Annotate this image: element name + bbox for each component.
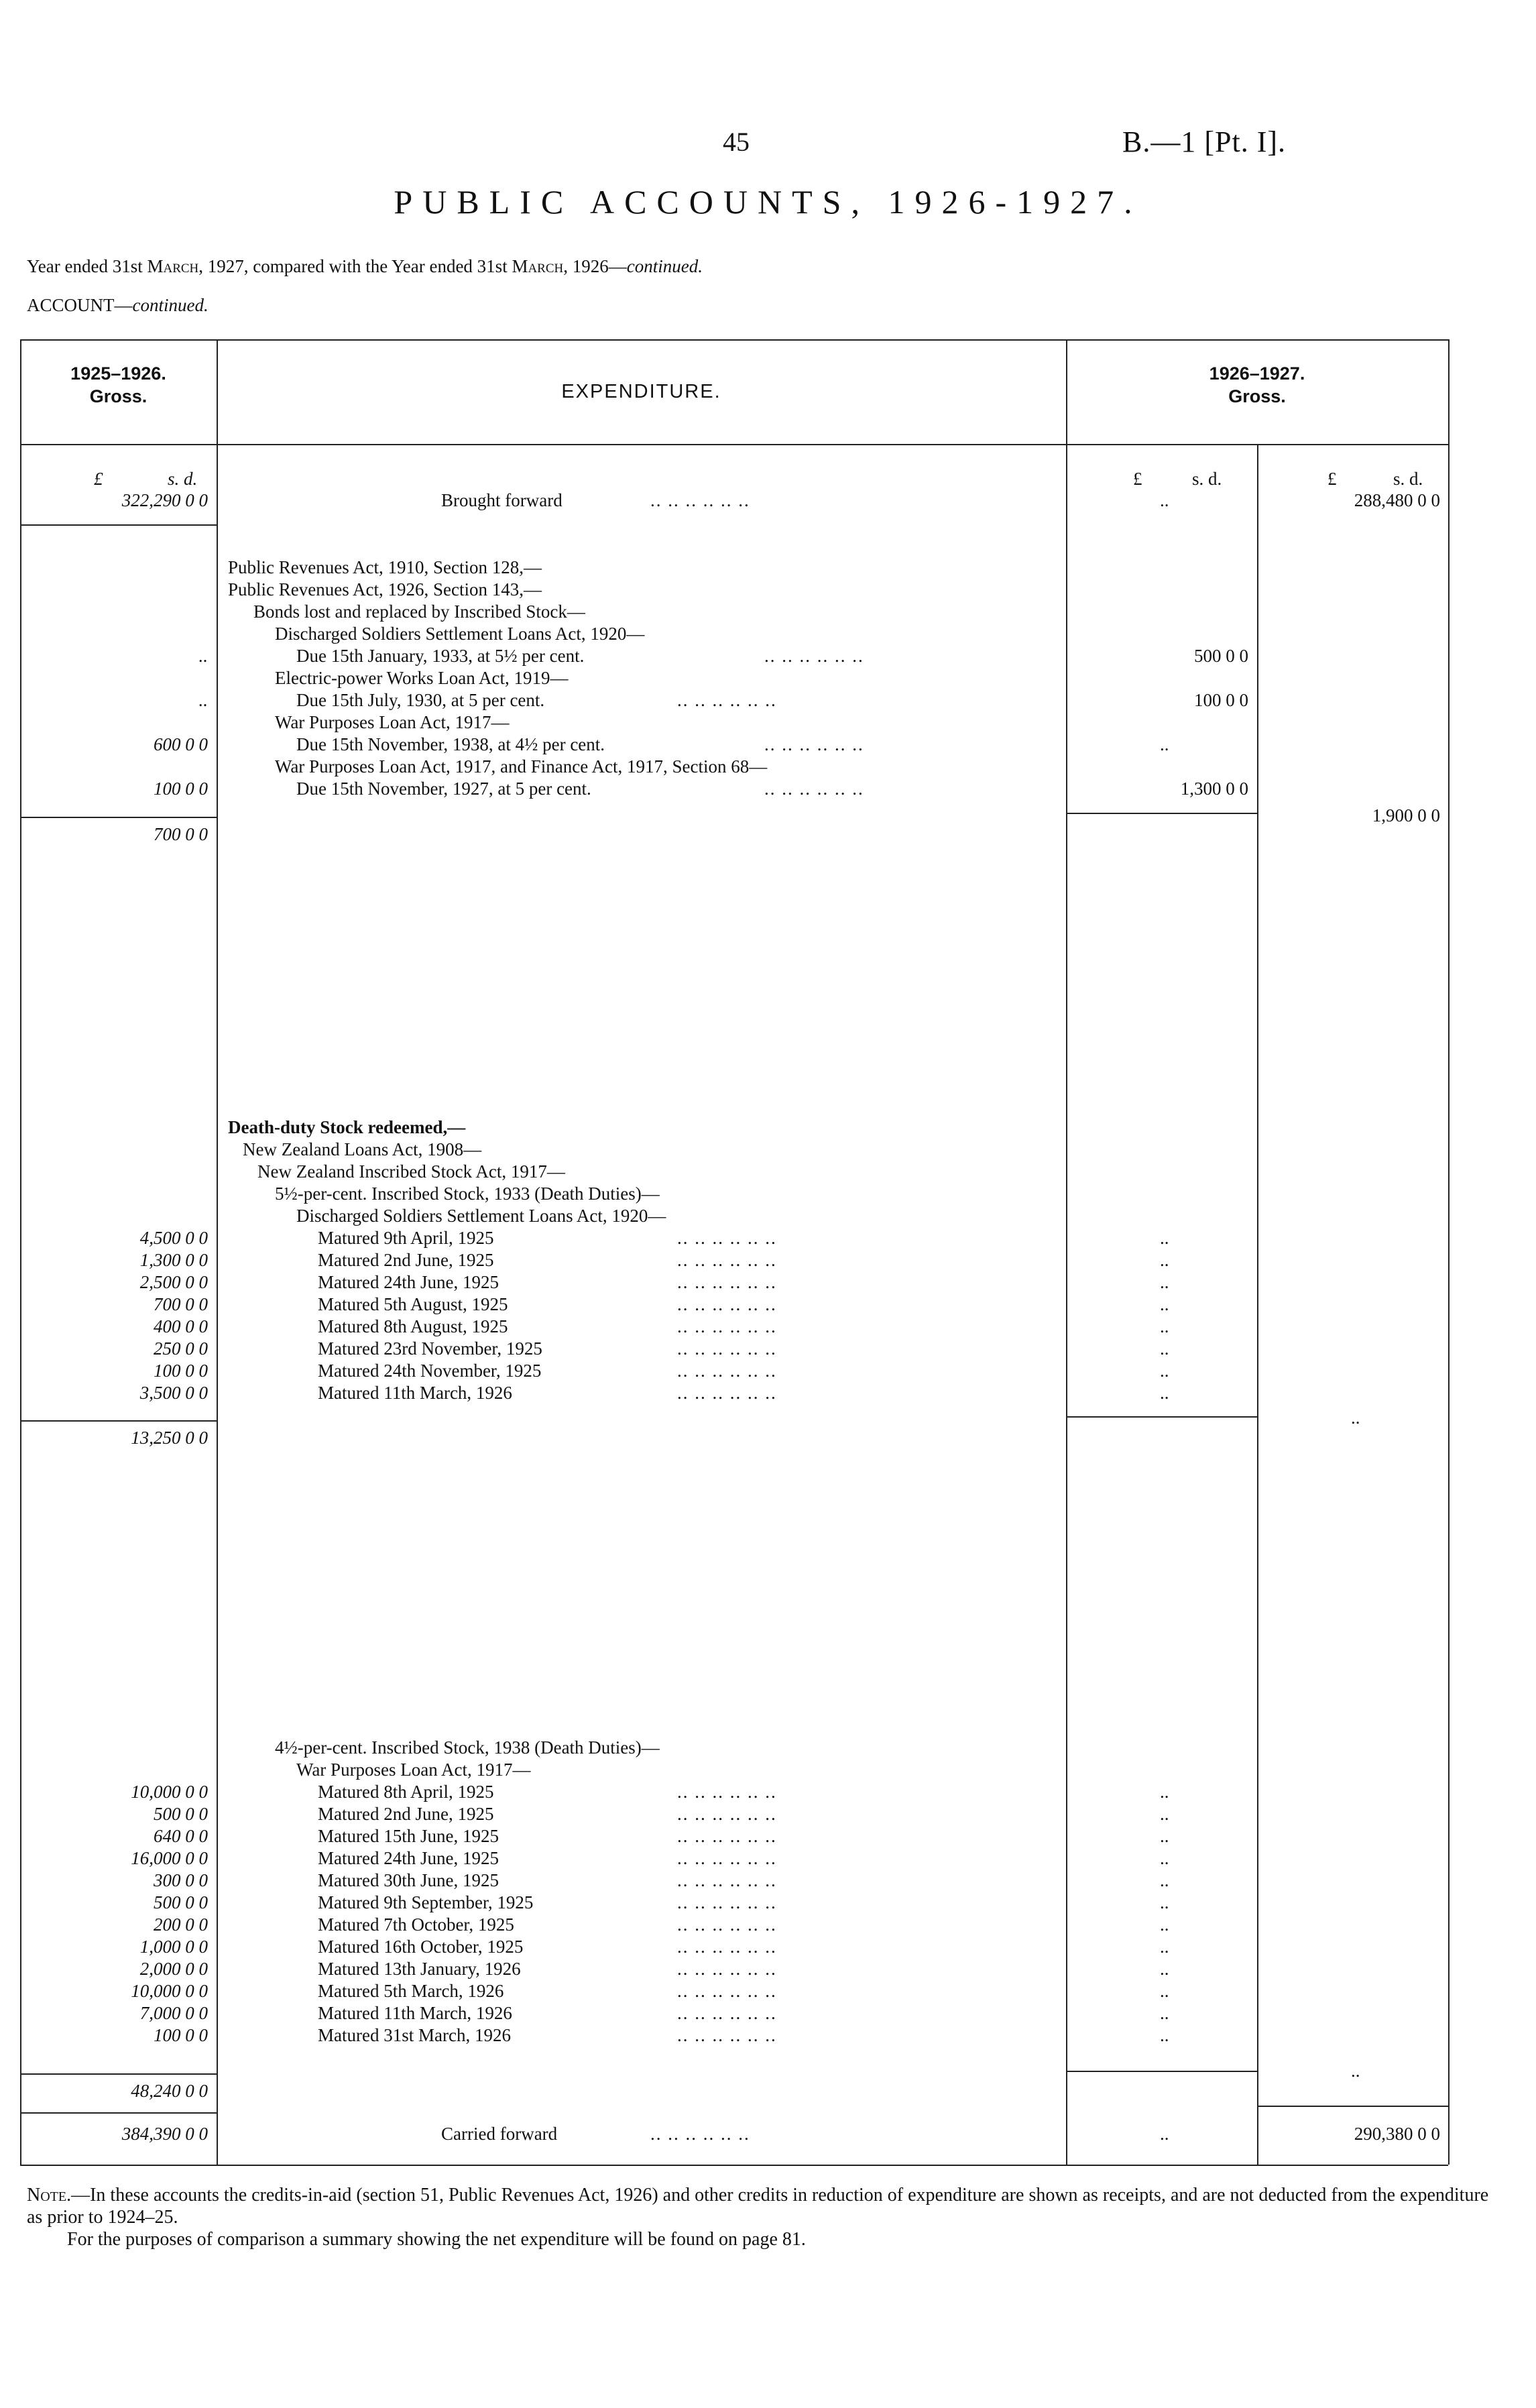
- bonds-dots-2: .. .. .. .. .. ..: [677, 690, 777, 710]
- death-duty-row-label-6: Matured 23rd November, 1925: [318, 1338, 542, 1359]
- war-purposes-row-dots-4: .. .. .. .. .. ..: [677, 1848, 777, 1868]
- brought-forward-label: Brought forward: [441, 490, 563, 510]
- war-purposes-row-mid-7: ..: [1160, 1914, 1169, 1935]
- death-duty-row-mid-4: ..: [1160, 1294, 1169, 1314]
- war-purposes-row-left-8: 1,000 0 0: [139, 1937, 208, 1957]
- war-purposes-row-left-2: 500 0 0: [154, 1804, 208, 1824]
- table-header-border: [20, 444, 1448, 445]
- subtitle: [27, 256, 703, 277]
- subtitle-month-2: March: [512, 256, 564, 276]
- war-purposes-row-dots-12: .. .. .. .. .. ..: [677, 2025, 777, 2045]
- bonds-mid-rule: [1066, 813, 1257, 814]
- death-duty-row-mid-7: ..: [1160, 1361, 1169, 1381]
- war-purposes-row-mid-1: ..: [1160, 1782, 1169, 1802]
- left-col-header-gross: Gross.: [89, 386, 147, 406]
- war-purposes-mid-rule: [1066, 2071, 1257, 2072]
- war-purposes-row-dots-8: .. .. .. .. .. ..: [677, 1937, 777, 1957]
- left-unit-pound: £: [94, 469, 103, 489]
- left-col-header-years: 1925–1926.: [70, 363, 166, 384]
- war-purposes-row-mid-11: ..: [1160, 2003, 1169, 2023]
- war-purposes-row-left-5: 300 0 0: [154, 1870, 208, 1890]
- war-purposes-left-total: 48,240 0 0: [131, 2081, 208, 2101]
- bonds-dots-1: .. .. .. .. .. ..: [764, 646, 864, 666]
- bonds-mid-2: 100 0 0: [1194, 690, 1248, 710]
- death-duty-line-5: Discharged Soldiers Settlement Loans Act, 1920—: [296, 1206, 666, 1226]
- death-duty-row-label-7: Matured 24th November, 1925: [318, 1361, 542, 1381]
- bonds-line-8: War Purposes Loan Act, 1917—: [275, 712, 510, 732]
- war-purposes-row-left-3: 640 0 0: [154, 1826, 208, 1846]
- death-duty-row-label-5: Matured 8th August, 1925: [318, 1316, 508, 1336]
- war-purposes-row-label-10: Matured 5th March, 1926: [318, 1981, 504, 2001]
- bonds-line-2: Public Revenues Act, 1926, Section 143,—: [228, 579, 542, 599]
- death-duty-row-mid-3: ..: [1160, 1272, 1169, 1292]
- war-purposes-row-dots-9: .. .. .. .. .. ..: [677, 1959, 777, 1979]
- bonds-dots-4: .. .. .. .. .. ..: [764, 779, 864, 799]
- war-purposes-row-label-12: Matured 31st March, 1926: [318, 2025, 511, 2045]
- death-duty-row-left-2: 1,300 0 0: [139, 1250, 208, 1270]
- subtitle-post: , 1926—: [563, 256, 627, 276]
- carried-forward-left: 384,390 0 0: [121, 2124, 208, 2144]
- death-duty-row-mid-2: ..: [1160, 1250, 1169, 1270]
- table-left-border: [20, 339, 21, 2165]
- death-duty-row-dots-7: .. .. .. .. .. ..: [677, 1361, 777, 1381]
- war-purposes-row-dots-2: .. .. .. .. .. ..: [677, 1804, 777, 1824]
- death-duty-row-dots-1: .. .. .. .. .. ..: [677, 1228, 777, 1248]
- death-duty-row-dots-3: .. .. .. .. .. ..: [677, 1272, 777, 1292]
- right-col-header-years: 1926–1927.: [1209, 363, 1305, 384]
- war-purposes-row-mid-5: ..: [1160, 1870, 1169, 1890]
- note-paragraph: [27, 2184, 1502, 2228]
- death-duty-row-left-6: 250 0 0: [154, 1338, 208, 1359]
- brought-forward-rule: [20, 524, 217, 526]
- note-label: Note.: [27, 2185, 72, 2205]
- death-duty-right-total: ..: [1351, 1408, 1360, 1428]
- subtitle-mid: , 1927, compared with the Year ended 31st: [198, 256, 512, 276]
- document-reference: B.—1 [Pt. I].: [1122, 125, 1286, 158]
- table-top-border: [20, 339, 1448, 341]
- death-duty-row-dots-6: .. .. .. .. .. ..: [677, 1338, 777, 1359]
- account-continued: continued.: [132, 295, 209, 315]
- war-purposes-row-left-6: 500 0 0: [154, 1892, 208, 1912]
- subtitle-continued: continued.: [626, 256, 703, 276]
- death-duty-line-4: 5½-per-cent. Inscribed Stock, 1933 (Death Duties)—: [275, 1184, 660, 1204]
- death-duty-row-mid-8: ..: [1160, 1383, 1169, 1403]
- war-purposes-row-label-7: Matured 7th October, 1925: [318, 1914, 514, 1935]
- divider-mid-col: [1066, 339, 1067, 2165]
- note-text: —In these accounts the credits-in-aid (section 51, Public Revenues Act, 1926) and other credits in reduction of expenditure are shown as receipts, and are not deducted from the expenditure as prior to 1924–25.: [27, 2185, 1489, 2228]
- bonds-right-total: 1,900 0 0: [1372, 805, 1440, 825]
- war-purposes-left-rule: [20, 2073, 217, 2075]
- war-purposes-row-mid-8: ..: [1160, 1937, 1169, 1957]
- war-purposes-row-label-9: Matured 13th January, 1926: [318, 1959, 521, 1979]
- war-purposes-row-dots-11: .. .. .. .. .. ..: [677, 2003, 777, 2023]
- death-duty-row-label-3: Matured 24th June, 1925: [318, 1272, 499, 1292]
- death-duty-row-label-2: Matured 2nd June, 1925: [318, 1250, 494, 1270]
- note-summary: For the purposes of comparison a summary showing the net expenditure will be found on page 81.: [67, 2229, 806, 2250]
- bonds-dots-3: .. .. .. .. .. ..: [764, 734, 864, 754]
- war-purposes-row-label-1: Matured 8th April, 1925: [318, 1782, 494, 1802]
- bonds-line-7: Due 15th July, 1930, at 5 per cent.: [296, 690, 545, 710]
- death-duty-row-left-4: 700 0 0: [154, 1294, 208, 1314]
- war-purposes-row-mid-4: ..: [1160, 1848, 1169, 1868]
- carried-forward-top-rule: [20, 2112, 217, 2114]
- war-purposes-row-mid-3: ..: [1160, 1826, 1169, 1846]
- subtitle-month-1: March: [147, 256, 199, 276]
- death-duty-line-3: New Zealand Inscribed Stock Act, 1917—: [257, 1161, 565, 1182]
- war-purposes-row-mid-12: ..: [1160, 2025, 1169, 2045]
- carried-forward-label: Carried forward: [441, 2124, 558, 2144]
- table-right-border: [1448, 339, 1450, 2165]
- bonds-line-11: Due 15th November, 1927, at 5 per cent.: [296, 779, 591, 799]
- war-purposes-row-dots-5: .. .. .. .. .. ..: [677, 1870, 777, 1890]
- war-purposes-row-left-1: 10,000 0 0: [131, 1782, 208, 1802]
- carried-forward-mid: ..: [1160, 2124, 1169, 2144]
- right-col-header-gross: Gross.: [1228, 386, 1286, 406]
- death-duty-line-2: New Zealand Loans Act, 1908—: [243, 1139, 482, 1159]
- death-duty-row-dots-2: .. .. .. .. .. ..: [677, 1250, 777, 1270]
- war-purposes-row-dots-3: .. .. .. .. .. ..: [677, 1826, 777, 1846]
- war-purposes-row-label-4: Matured 24th June, 1925: [318, 1848, 499, 1868]
- expenditure-header: EXPENDITURE.: [561, 381, 721, 402]
- mid-unit-sd: s. d.: [1192, 469, 1222, 489]
- brought-forward-dots: .. .. .. .. .. ..: [650, 490, 750, 510]
- bonds-left-2: ..: [198, 690, 208, 710]
- death-duty-row-dots-4: .. .. .. .. .. ..: [677, 1294, 777, 1314]
- left-unit-sd: s. d.: [168, 469, 198, 489]
- bonds-mid-4: 1,300 0 0: [1180, 779, 1248, 799]
- death-duty-left-rule: [20, 1420, 217, 1422]
- death-duty-left-total: 13,250 0 0: [131, 1428, 208, 1448]
- bonds-line-1: Public Revenues Act, 1910, Section 128,—: [228, 557, 542, 577]
- war-purposes-row-label-5: Matured 30th June, 1925: [318, 1870, 499, 1890]
- bonds-mid-3: ..: [1160, 734, 1169, 754]
- brought-forward-left: 322,290 0 0: [121, 490, 208, 510]
- death-duty-row-mid-5: ..: [1160, 1316, 1169, 1336]
- bonds-line-9: Due 15th November, 1938, at 4½ per cent.: [296, 734, 605, 754]
- war-purposes-row-left-12: 100 0 0: [154, 2025, 208, 2045]
- table-bottom-border: [20, 2165, 1448, 2166]
- war-purposes-line-1: 4½-per-cent. Inscribed Stock, 1938 (Death Duties)—: [275, 1737, 660, 1758]
- war-purposes-row-left-7: 200 0 0: [154, 1914, 208, 1935]
- subtitle-pre: Year ended 31st: [27, 256, 147, 276]
- war-purposes-row-left-9: 2,000 0 0: [139, 1959, 208, 1979]
- death-duty-row-left-3: 2,500 0 0: [139, 1272, 208, 1292]
- page-number: 45: [723, 127, 750, 157]
- war-purposes-row-mid-6: ..: [1160, 1892, 1169, 1912]
- brought-forward-mid: ..: [1160, 490, 1169, 510]
- left-col-header: [20, 362, 217, 408]
- war-purposes-row-dots-10: .. .. .. .. .. ..: [677, 1981, 777, 2001]
- war-purposes-row-mid-9: ..: [1160, 1959, 1169, 1979]
- carried-forward-right: 290,380 0 0: [1354, 2124, 1440, 2144]
- page-title: PUBLIC ACCOUNTS, 1926-1927.: [394, 183, 1142, 221]
- death-duty-row-left-8: 3,500 0 0: [139, 1383, 208, 1403]
- death-duty-mid-rule: [1066, 1416, 1257, 1418]
- death-duty-row-left-5: 400 0 0: [154, 1316, 208, 1336]
- bonds-left-total: 700 0 0: [154, 824, 208, 844]
- war-purposes-row-dots-1: .. .. .. .. .. ..: [677, 1782, 777, 1802]
- death-duty-row-dots-8: .. .. .. .. .. ..: [677, 1383, 777, 1403]
- war-purposes-row-label-3: Matured 15th June, 1925: [318, 1826, 499, 1846]
- account-label: [27, 295, 209, 316]
- account-text: ACCOUNT—: [27, 295, 133, 315]
- bonds-left-1: ..: [198, 646, 208, 666]
- divider-mid-right: [1257, 444, 1258, 2165]
- death-duty-row-label-1: Matured 9th April, 1925: [318, 1228, 494, 1248]
- bonds-line-3: Bonds lost and replaced by Inscribed Stock—: [253, 601, 585, 622]
- carried-forward-right-rule: [1257, 2106, 1448, 2107]
- bonds-left-3: 600 0 0: [154, 734, 208, 754]
- carried-forward-dots: .. .. .. .. .. ..: [650, 2124, 750, 2144]
- brought-forward-right: 288,480 0 0: [1354, 490, 1440, 510]
- death-duty-row-mid-1: ..: [1160, 1228, 1169, 1248]
- death-duty-row-dots-5: .. .. .. .. .. ..: [677, 1316, 777, 1336]
- war-purposes-row-label-6: Matured 9th September, 1925: [318, 1892, 534, 1912]
- death-duty-line-1: Death-duty Stock redeemed,—: [228, 1117, 466, 1137]
- right-unit-sd: s. d.: [1393, 469, 1423, 489]
- bonds-line-10: War Purposes Loan Act, 1917, and Finance Act, 1917, Section 68—: [275, 756, 768, 777]
- war-purposes-row-dots-7: .. .. .. .. .. ..: [677, 1914, 777, 1935]
- death-duty-row-mid-6: ..: [1160, 1338, 1169, 1359]
- right-unit-pound: £: [1327, 469, 1337, 489]
- war-purposes-line-2: War Purposes Loan Act, 1917—: [296, 1760, 531, 1780]
- bonds-left-4: 100 0 0: [154, 779, 208, 799]
- bonds-left-rule: [20, 817, 217, 818]
- war-purposes-row-mid-2: ..: [1160, 1804, 1169, 1824]
- war-purposes-row-label-2: Matured 2nd June, 1925: [318, 1804, 494, 1824]
- war-purposes-row-dots-6: .. .. .. .. .. ..: [677, 1892, 777, 1912]
- death-duty-row-left-1: 4,500 0 0: [139, 1228, 208, 1248]
- bonds-line-5: Due 15th January, 1933, at 5½ per cent.: [296, 646, 585, 666]
- death-duty-row-left-7: 100 0 0: [154, 1361, 208, 1381]
- divider-left-col: [217, 339, 218, 2165]
- bonds-line-4: Discharged Soldiers Settlement Loans Act, 1920—: [275, 624, 645, 644]
- bonds-line-6: Electric-power Works Loan Act, 1919—: [275, 668, 569, 688]
- war-purposes-row-label-11: Matured 11th March, 1926: [318, 2003, 512, 2023]
- bonds-mid-1: 500 0 0: [1194, 646, 1248, 666]
- mid-unit-pound: £: [1133, 469, 1142, 489]
- death-duty-row-label-8: Matured 11th March, 1926: [318, 1383, 512, 1403]
- right-col-header: [1066, 362, 1448, 408]
- war-purposes-row-mid-10: ..: [1160, 1981, 1169, 2001]
- war-purposes-row-label-8: Matured 16th October, 1925: [318, 1937, 524, 1957]
- death-duty-row-label-4: Matured 5th August, 1925: [318, 1294, 508, 1314]
- war-purposes-row-left-4: 16,000 0 0: [131, 1848, 208, 1868]
- war-purposes-row-left-11: 7,000 0 0: [139, 2003, 208, 2023]
- war-purposes-row-left-10: 10,000 0 0: [131, 1981, 208, 2001]
- war-purposes-right-total: ..: [1351, 2061, 1360, 2081]
